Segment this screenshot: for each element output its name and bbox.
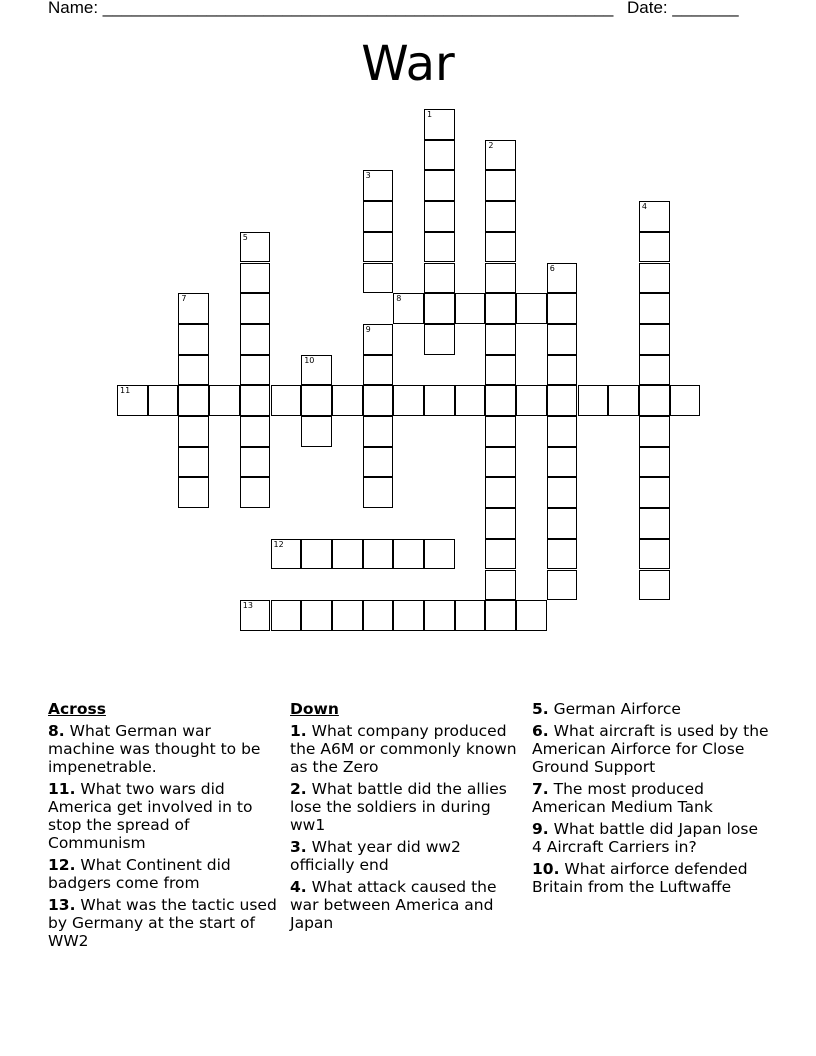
- grid-cell[interactable]: [424, 170, 455, 201]
- grid-cell[interactable]: [332, 539, 363, 570]
- down-clue-1: [290, 722, 520, 776]
- grid-cell[interactable]: [240, 416, 271, 447]
- grid-cell[interactable]: [639, 447, 670, 478]
- grid-cell[interactable]: [424, 385, 455, 416]
- down-clue-4: [290, 878, 520, 932]
- grid-cell[interactable]: [639, 385, 670, 416]
- clue-number: 10.: [532, 860, 560, 878]
- grid-cell[interactable]: [485, 140, 516, 171]
- grid-cell[interactable]: [301, 539, 332, 570]
- clue-text: German Airforce: [553, 700, 681, 718]
- grid-cell[interactable]: [639, 201, 670, 232]
- grid-cell[interactable]: [516, 600, 547, 631]
- grid-cell[interactable]: [639, 293, 670, 324]
- grid-cell[interactable]: [485, 477, 516, 508]
- grid-cell[interactable]: [485, 201, 516, 232]
- grid-cell[interactable]: [547, 385, 578, 416]
- grid-cell[interactable]: [240, 447, 271, 478]
- grid-cell[interactable]: [455, 293, 486, 324]
- grid-cell[interactable]: [301, 600, 332, 631]
- grid-cell[interactable]: [363, 385, 394, 416]
- cell-number: 2: [488, 140, 494, 150]
- grid-cell[interactable]: [485, 324, 516, 355]
- cell-number: 5: [242, 232, 248, 242]
- grid-cell[interactable]: [424, 324, 455, 355]
- clue-text: What airforce defended Britain from the Luftwaffe: [532, 860, 748, 896]
- grid-cell[interactable]: [424, 109, 455, 140]
- clue-number: 3.: [290, 838, 307, 856]
- down-clue-10: [532, 860, 772, 896]
- grid-cell[interactable]: [271, 539, 302, 570]
- grid-cell[interactable]: [485, 385, 516, 416]
- grid-cell[interactable]: [547, 539, 578, 570]
- grid-cell[interactable]: [178, 324, 209, 355]
- grid-cell[interactable]: [301, 355, 332, 386]
- grid-cell[interactable]: [240, 355, 271, 386]
- grid-cell[interactable]: [639, 539, 670, 570]
- grid-cell[interactable]: [363, 232, 394, 263]
- grid-cell[interactable]: [639, 570, 670, 601]
- clue-text: What battle did Japan lose 4 Aircraft Carriers in?: [532, 820, 759, 856]
- grid-cell[interactable]: [485, 600, 516, 631]
- grid-cell[interactable]: [363, 416, 394, 447]
- down-clue-5: [532, 700, 772, 718]
- grid-cell[interactable]: [424, 140, 455, 171]
- across-clue-8: [48, 722, 278, 776]
- down-clue-6: [532, 722, 772, 776]
- clue-text: What was the tactic used by Germany at the start of WW2: [48, 896, 277, 950]
- grid-cell[interactable]: [547, 447, 578, 478]
- grid-cell[interactable]: [363, 201, 394, 232]
- grid-cell[interactable]: [393, 600, 424, 631]
- grid-cell[interactable]: [547, 355, 578, 386]
- grid-cell[interactable]: [547, 324, 578, 355]
- grid-cell[interactable]: [639, 477, 670, 508]
- down-clue-9: [532, 820, 772, 856]
- grid-cell[interactable]: [485, 232, 516, 263]
- grid-cell[interactable]: [117, 385, 148, 416]
- grid-cell[interactable]: [639, 232, 670, 263]
- down-heading: Down: [290, 700, 339, 718]
- grid-cell[interactable]: [424, 232, 455, 263]
- clue-number: 2.: [290, 780, 307, 798]
- grid-cell[interactable]: [670, 385, 701, 416]
- across-clues-column: [48, 700, 278, 954]
- grid-cell[interactable]: [485, 508, 516, 539]
- grid-cell[interactable]: [485, 293, 516, 324]
- grid-cell[interactable]: [455, 385, 486, 416]
- grid-cell[interactable]: [178, 447, 209, 478]
- grid-cell[interactable]: [301, 385, 332, 416]
- grid-cell[interactable]: [485, 570, 516, 601]
- clue-number: 6.: [532, 722, 549, 740]
- grid-cell[interactable]: [424, 600, 455, 631]
- grid-cell[interactable]: [547, 293, 578, 324]
- down-clue-3: [290, 838, 520, 874]
- cell-number: 7: [181, 294, 187, 304]
- grid-cell[interactable]: [485, 170, 516, 201]
- grid-cell[interactable]: [240, 263, 271, 294]
- down-clue-2: [290, 780, 520, 834]
- clue-text: What year did ww2 officially end: [290, 838, 461, 874]
- clue-number: 1.: [290, 722, 307, 740]
- grid-cell[interactable]: [485, 263, 516, 294]
- grid-cell[interactable]: [424, 201, 455, 232]
- cell-number: 6: [549, 263, 555, 273]
- grid-cell[interactable]: [363, 324, 394, 355]
- grid-cell[interactable]: [363, 477, 394, 508]
- down-clues-column: [290, 700, 520, 936]
- grid-cell[interactable]: [178, 385, 209, 416]
- grid-cell[interactable]: [424, 293, 455, 324]
- grid-cell[interactable]: [240, 293, 271, 324]
- grid-cell[interactable]: [424, 539, 455, 570]
- grid-cell[interactable]: [332, 600, 363, 631]
- grid-cell[interactable]: [363, 600, 394, 631]
- grid-cell[interactable]: [639, 416, 670, 447]
- grid-cell[interactable]: [547, 570, 578, 601]
- date-field-label: Date: _______: [627, 0, 739, 17]
- down-clue-7: [532, 780, 772, 816]
- grid-cell[interactable]: [271, 600, 302, 631]
- grid-cell[interactable]: [178, 293, 209, 324]
- across-clue-11: [48, 780, 278, 852]
- grid-cell[interactable]: [393, 385, 424, 416]
- grid-cell[interactable]: [485, 355, 516, 386]
- grid-cell[interactable]: [639, 355, 670, 386]
- cell-number: 9: [365, 324, 371, 334]
- across-clue-12: [48, 856, 278, 892]
- grid-cell[interactable]: [639, 263, 670, 294]
- clue-number: 12.: [48, 856, 76, 874]
- grid-cell[interactable]: [485, 447, 516, 478]
- clue-number: 4.: [290, 878, 307, 896]
- clue-text: What German war machine was thought to be impenetrable.: [48, 722, 261, 776]
- clue-text: What aircraft is used by the American Airforce for Close Ground Support: [532, 722, 769, 776]
- grid-cell[interactable]: [608, 385, 639, 416]
- grid-cell[interactable]: [639, 324, 670, 355]
- clue-number: 13.: [48, 896, 76, 914]
- grid-cell[interactable]: [332, 385, 363, 416]
- grid-cell[interactable]: [547, 263, 578, 294]
- cell-number: 8: [396, 294, 402, 304]
- grid-cell[interactable]: [148, 385, 179, 416]
- grid-cell[interactable]: [301, 416, 332, 447]
- grid-cell[interactable]: [393, 539, 424, 570]
- grid-cell[interactable]: [485, 539, 516, 570]
- grid-cell[interactable]: [547, 508, 578, 539]
- grid-cell[interactable]: [363, 263, 394, 294]
- cell-number: 12: [273, 539, 284, 549]
- grid-cell[interactable]: [516, 385, 547, 416]
- grid-cell[interactable]: [393, 293, 424, 324]
- grid-cell[interactable]: [209, 385, 240, 416]
- clue-text: What two wars did America get involved in to stop the spread of Communism: [48, 780, 253, 852]
- clue-number: 5.: [532, 700, 549, 718]
- name-field-label: Name: ______________________________________________________: [48, 0, 614, 17]
- grid-cell[interactable]: [240, 477, 271, 508]
- across-heading: Across: [48, 700, 106, 718]
- grid-cell[interactable]: [547, 416, 578, 447]
- cell-number: 1: [427, 110, 433, 119]
- down-clues-continued-column: [532, 700, 772, 900]
- grid-cell[interactable]: [485, 416, 516, 447]
- grid-cell[interactable]: [240, 232, 271, 263]
- cell-number: 11: [120, 386, 131, 396]
- grid-cell[interactable]: [240, 324, 271, 355]
- grid-cell[interactable]: [363, 170, 394, 201]
- grid-cell[interactable]: [240, 385, 271, 416]
- cell-number: 3: [365, 171, 371, 181]
- clue-text: What attack caused the war between America and Japan: [290, 878, 497, 932]
- grid-cell[interactable]: [516, 293, 547, 324]
- clue-number: 7.: [532, 780, 549, 798]
- grid-cell[interactable]: [363, 539, 394, 570]
- clue-number: 9.: [532, 820, 549, 838]
- clue-text: What company produced the A6M or commonly known as the Zero: [290, 722, 517, 776]
- grid-cell[interactable]: [178, 355, 209, 386]
- clue-text: What Continent did badgers come from: [48, 856, 231, 892]
- clue-number: 11.: [48, 780, 76, 798]
- grid-cell[interactable]: [178, 416, 209, 447]
- grid-cell[interactable]: [240, 600, 271, 631]
- puzzle-title: War: [361, 36, 455, 92]
- grid-cell[interactable]: [639, 508, 670, 539]
- grid-cell[interactable]: [455, 600, 486, 631]
- grid-cell[interactable]: [178, 477, 209, 508]
- grid-cell[interactable]: [578, 385, 609, 416]
- grid-cell[interactable]: [363, 447, 394, 478]
- across-clue-13: [48, 896, 278, 950]
- grid-cell[interactable]: [363, 355, 394, 386]
- grid-cell[interactable]: [547, 477, 578, 508]
- clue-text: What battle did the allies lose the soldiers in during ww1: [290, 780, 507, 834]
- cell-number: 13: [242, 601, 253, 611]
- cell-number: 10: [304, 355, 315, 365]
- clue-text: The most produced American Medium Tank: [532, 780, 713, 816]
- clue-number: 8.: [48, 722, 65, 740]
- grid-cell[interactable]: [424, 263, 455, 294]
- cell-number: 4: [641, 202, 647, 212]
- grid-cell[interactable]: [271, 385, 302, 416]
